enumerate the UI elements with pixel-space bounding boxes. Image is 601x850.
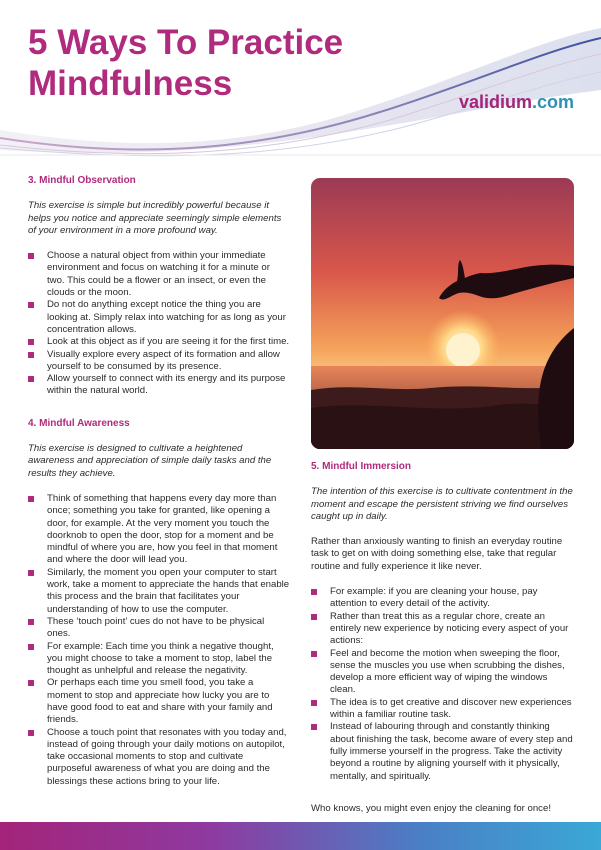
bullet-square-icon xyxy=(28,730,34,736)
list-item: For example: Each time you think a negative thought, you might choose to take a moment to stop, label the thought as unhelpful and release the negativity. xyxy=(28,641,290,678)
list-item: Rather than treat this as a regular chore, create an entirely new experience by noticing every aspect of your actions: xyxy=(311,611,574,648)
immersion-list xyxy=(311,586,574,783)
section-title-observation: 3. Mindful Observation xyxy=(28,175,136,186)
immersion-intro: The intention of this exercise is to cultivate contentment in the moment and escape the persistent striving we find ourselves caught up in daily. xyxy=(311,486,573,522)
title-line-2: Mindfulness xyxy=(28,64,233,103)
list-item: Instead of labouring through and constantly thinking about finishing the task, become aware of every step and fully immerse yourself in the progress. Take the activity beyond a routine by aligning yourself with it physically, mentally, and spiritually. xyxy=(311,721,574,782)
title-line-1: 5 Ways To Practice xyxy=(28,23,344,62)
bullet-square-icon xyxy=(28,496,34,502)
bullet-square-icon xyxy=(28,302,34,308)
bullet-square-icon xyxy=(28,352,34,358)
list-item: Or perhaps each time you smell food, you take a moment to stop and appreciate how lucky you are to have good food to eat and share with your family and friends. xyxy=(28,677,290,726)
list-item: Do not do anything except notice the thing you are looking at. Simply relax into watching for as long as your concentration allows. xyxy=(28,299,290,336)
list-item: Similarly, the moment you open your computer to start work, take a moment to appreciate the hands that enable this process and the brain that facilitates your understanding of how to use the computer. xyxy=(28,567,290,616)
right-column xyxy=(311,461,574,828)
logo-name: validium xyxy=(458,92,532,112)
bullet-square-icon xyxy=(311,651,317,657)
left-column xyxy=(28,175,290,808)
footer-gradient-bar xyxy=(0,822,601,850)
list-item: Choose a natural object from within your immediate environment and focus on watching it for a minute or two. This could be a flower or an insect, or even the clouds or the moon. xyxy=(28,250,290,299)
bullet-square-icon xyxy=(28,339,34,345)
observation-list xyxy=(28,250,290,398)
validium-logo xyxy=(459,92,574,113)
logo-domain: .com xyxy=(531,92,574,112)
immersion-closing: Who knows, you might even enjoy the cleaning for once! xyxy=(311,802,551,814)
bullet-square-icon xyxy=(311,724,317,730)
meditation-sunset-image xyxy=(311,178,574,449)
list-item: For example: if you are cleaning your house, pay attention to every detail of the activity. xyxy=(311,586,574,611)
awareness-intro: This exercise is designed to cultivate a heightened awareness and appreciation of simple daily tasks and the results they achieve. xyxy=(28,443,272,479)
list-item: Feel and become the motion when sweeping the floor, sense the muscles you use when scrubbing the dishes, develop a more efficient way of wiping the windows clean. xyxy=(311,648,574,697)
bullet-square-icon xyxy=(28,644,34,650)
bullet-square-icon xyxy=(28,619,34,625)
list-item: These ‘touch point’ cues do not have to be physical ones. xyxy=(28,616,290,641)
immersion-paragraph: Rather than anxiously wanting to finish an everyday routine task to get on with doing something else, take that regular routine and fully experience it like never. xyxy=(311,536,563,572)
bullet-square-icon xyxy=(311,614,317,620)
bullet-square-icon xyxy=(311,700,317,706)
bullet-square-icon xyxy=(28,253,34,259)
awareness-list xyxy=(28,493,290,788)
list-item: The idea is to get creative and discover new experiences within a familiar routine task. xyxy=(311,697,574,722)
page-title xyxy=(28,22,343,104)
list-item: Look at this object as if you are seeing it for the first time. xyxy=(28,336,290,348)
list-item: Allow yourself to connect with its energy and its purpose within the natural world. xyxy=(28,373,290,398)
list-item: Think of something that happens every day more than once; something you take for granted, like opening a door, for example. At the very moment you touch the doorknob to open the door, stop for a moment and be mindful of where you are, how you feel in that moment and where the door will lead you. xyxy=(28,493,290,567)
bullet-square-icon xyxy=(28,680,34,686)
bullet-square-icon xyxy=(28,570,34,576)
bullet-square-icon xyxy=(311,589,317,595)
bullet-square-icon xyxy=(28,376,34,382)
list-item: Visually explore every aspect of its formation and allow yourself to be consumed by its presence. xyxy=(28,349,290,374)
observation-intro: This exercise is simple but incredibly powerful because it helps you notice and appreciate seemingly simple elements of your environment in a more profound way. xyxy=(28,200,282,236)
section-title-immersion: 5. Mindful Immersion xyxy=(311,461,412,472)
section-title-awareness: 4. Mindful Awareness xyxy=(28,417,130,429)
list-item: Choose a touch point that resonates with you today and, instead of going through your daily motions on autopilot, take occasional moments to stop and cultivate purposeful awareness of what you are doing and the blessings these actions bring to your life. xyxy=(28,727,290,788)
meditation-sunset-photo xyxy=(311,178,574,449)
